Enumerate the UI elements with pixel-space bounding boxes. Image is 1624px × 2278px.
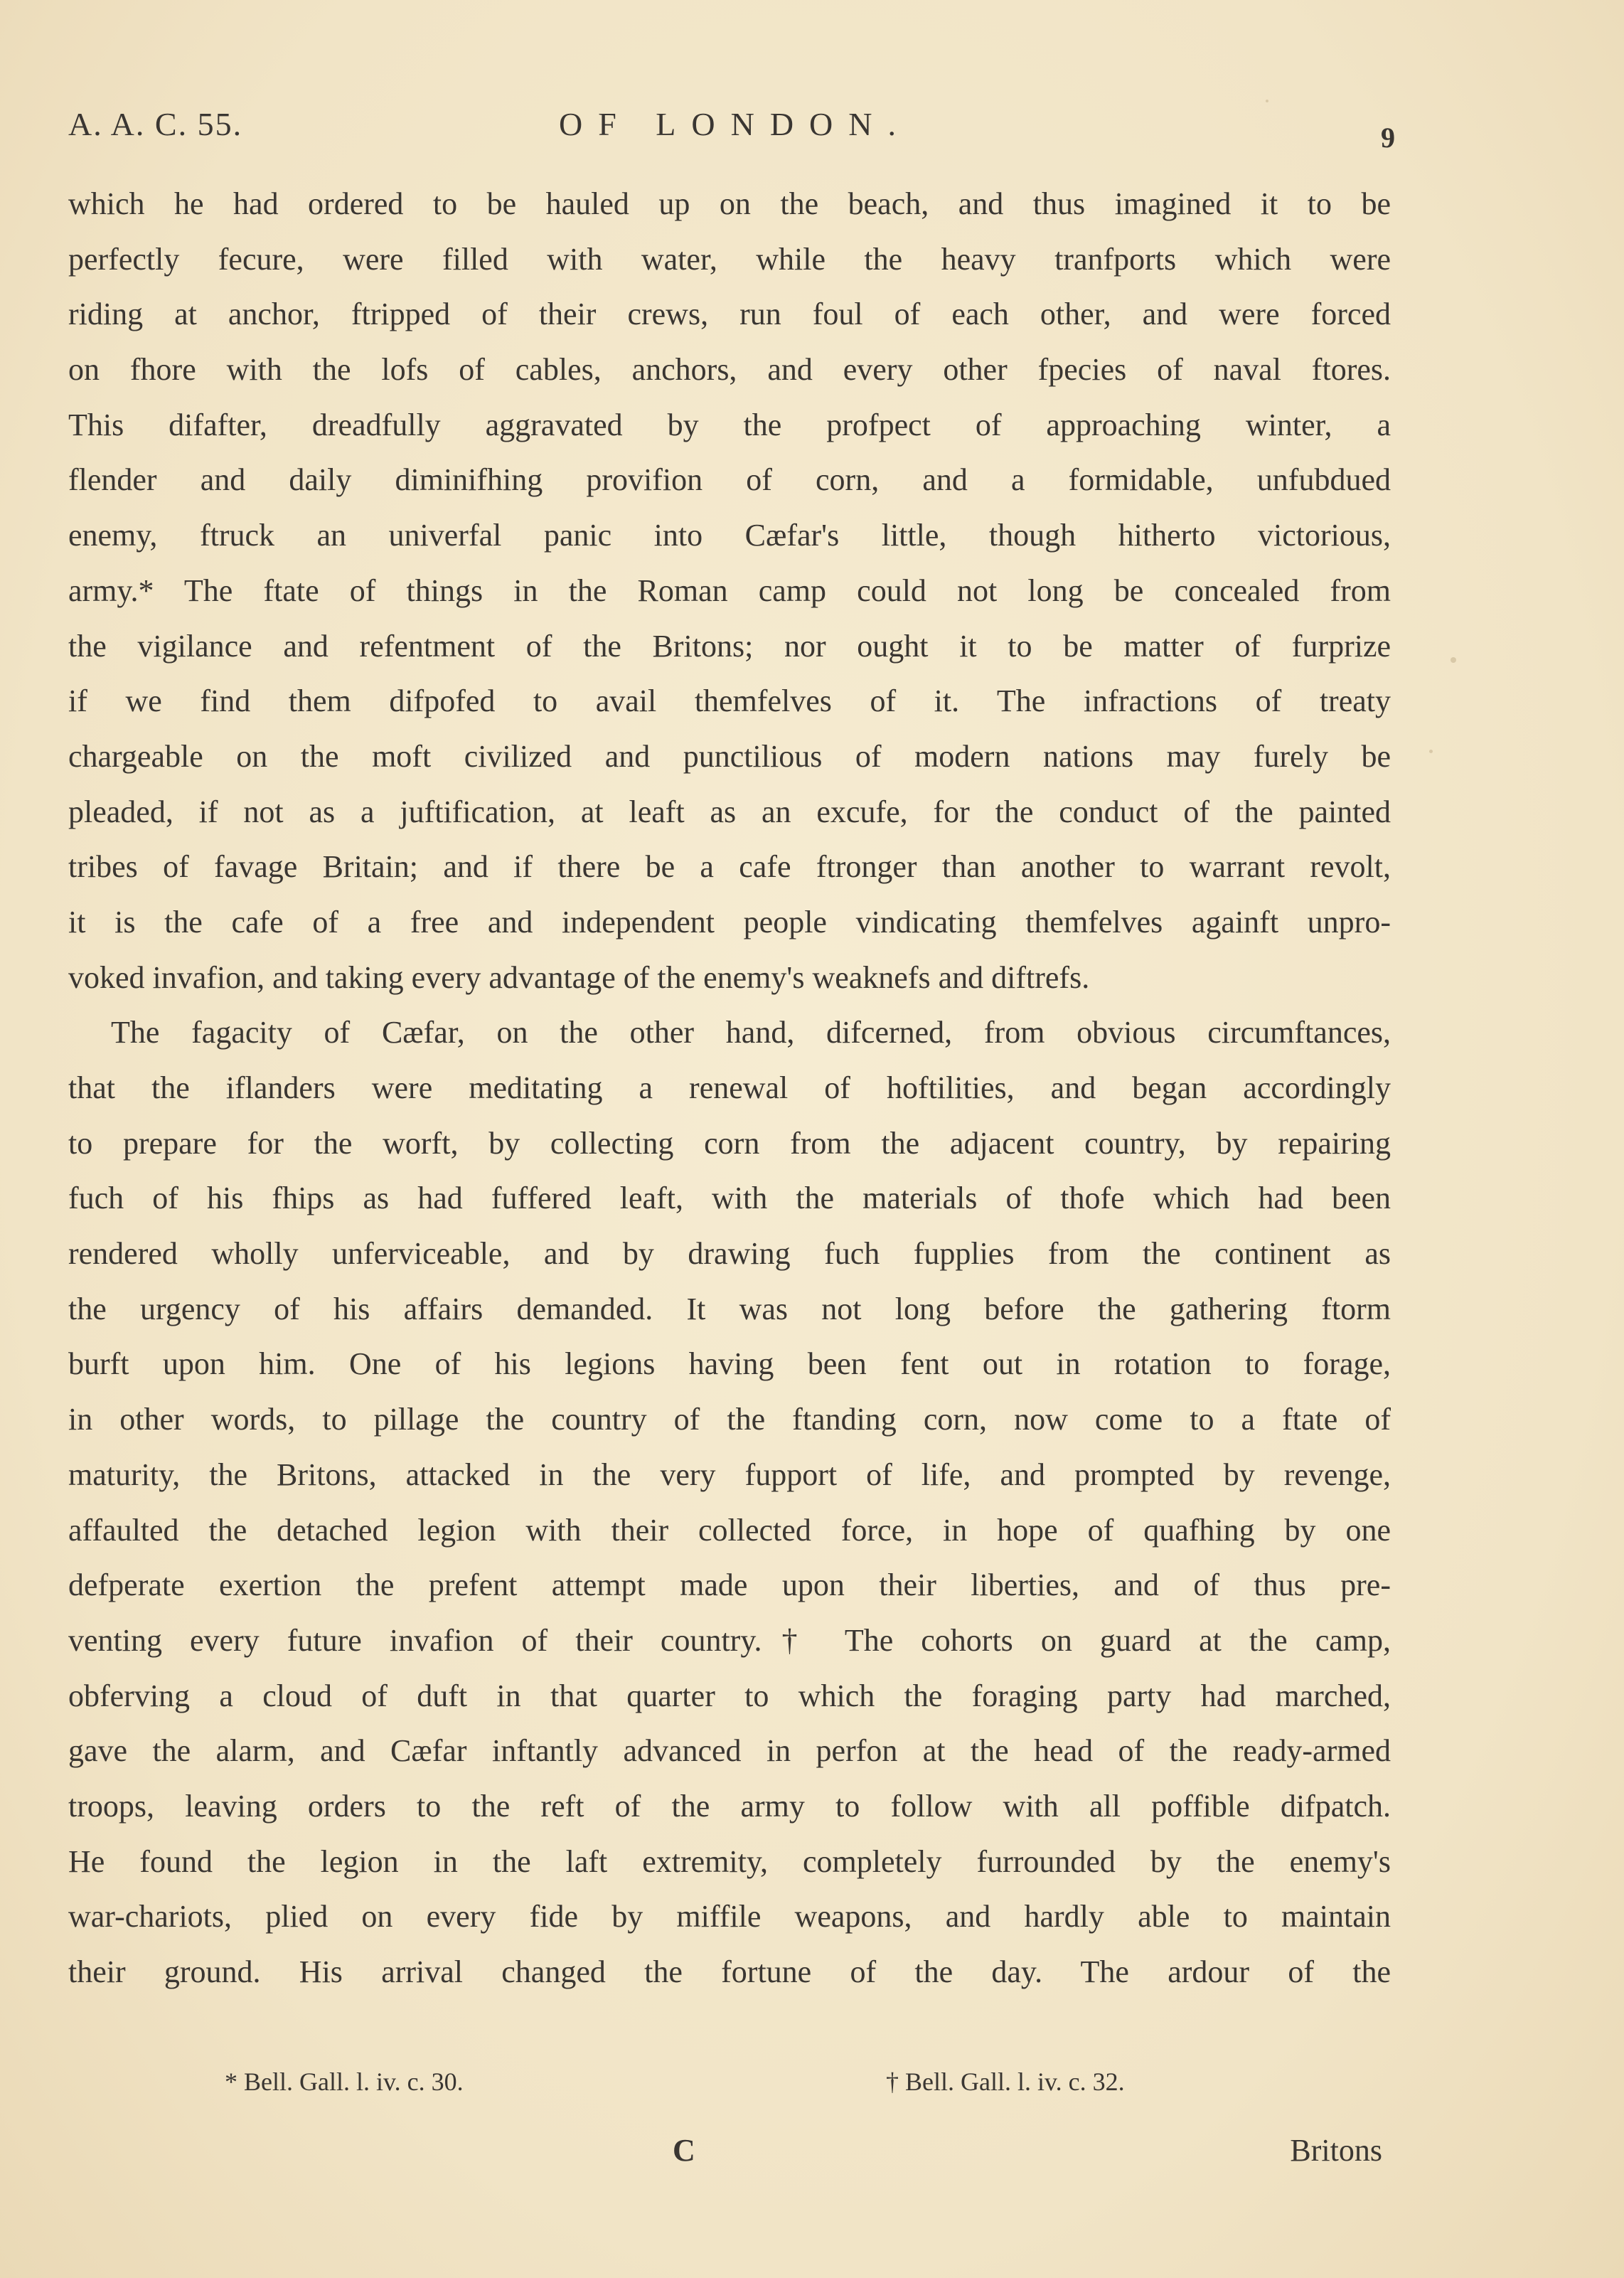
text-line: chargeable on the moft civilized and punctilious of modern nations may furely be — [68, 738, 1391, 774]
footnote-asterisk: * Bell. Gall. l. iv. c. 30. — [225, 2067, 464, 2096]
body-text — [68, 176, 1391, 2000]
text-line: troops, leaving orders to the reft of the army to follow with all poffible difpatch. — [68, 1788, 1391, 1824]
text-line: that the iflanders were meditating a renewal of hoftilities, and began accordingly — [68, 1070, 1391, 1105]
text-line: pleaded, if not as a juftification, at leaft as an excufe, for the conduct of the painted — [68, 794, 1391, 829]
text-line: the vigilance and refentment of the Britons; nor ought it to be matter of furprize — [68, 628, 1391, 664]
footnote-dagger: † Bell. Gall. l. iv. c. 32. — [886, 2067, 1125, 2096]
text-line: if we find them difpofed to avail themfelves of it. The infractions of treaty — [68, 683, 1391, 719]
text-line: it is the cafe of a free and independent people vindicating themfelves againft unpro- — [68, 904, 1391, 940]
text-line: enemy, ftruck an univerfal panic into Cæfar's little, though hitherto victorious, — [68, 518, 1391, 553]
text-line: to prepare for the worft, by collecting corn from the adjacent country, by repairing — [68, 1125, 1391, 1161]
page-number: 9 — [1381, 122, 1396, 154]
text-line: army.* The ftate of things in the Roman camp could not long be concealed from — [68, 573, 1391, 608]
text-line: defperate exertion the prefent attempt made upon their liberties, and of thus pre- — [68, 1568, 1391, 1603]
text-line: burft upon him. One of his legions having been fent out in rotation to forage, — [68, 1346, 1391, 1382]
text-line: voked invafion, and taking every advantage of the enemy's weaknefs and diftrefs. — [68, 959, 1090, 995]
text-line: in other words, to pillage the country of the ftanding corn, now come to a ftate of — [68, 1402, 1391, 1437]
text-line: maturity, the Britons, attacked in the very fupport of life, and prompted by revenge, — [68, 1457, 1391, 1492]
text-line: war-chariots, plied on every fide by miffile weapons, and hardly able to maintain — [68, 1899, 1391, 1934]
text-line: fuch of his fhips as had fuffered leaft, with the materials of thofe which had been — [68, 1181, 1391, 1216]
text-line: rendered wholly unferviceable, and by drawing fuch fupplies from the continent as — [68, 1236, 1391, 1272]
text-line: which he had ordered to be hauled up on the beach, and thus imagined it to be — [68, 186, 1391, 221]
text-line: affaulted the detached legion with their collected force, in hope of quafhing by one — [68, 1512, 1391, 1548]
text-line: their ground. His arrival changed the fortune of the day. The ardour of the — [68, 1954, 1391, 1989]
paper-speck — [1266, 100, 1268, 102]
text-line: The fagacity of Cæfar, on the other hand, difcerned, from obvious circumftances, — [111, 1015, 1391, 1050]
running-head-title: OF LONDON. — [559, 106, 912, 142]
catchword: Britons — [1290, 2133, 1382, 2168]
footnotes — [68, 2067, 1391, 2109]
text-line: gave the alarm, and Cæfar inftantly advanced in perfon at the head of the ready-armed — [68, 1733, 1391, 1769]
text-line: flender and daily diminifhing provifion of corn, and a formidable, unfubdued — [68, 462, 1391, 498]
text-line: He found the legion in the laft extremity, completely furrounded by the enemy's — [68, 1843, 1391, 1879]
paper-speck — [1451, 657, 1456, 663]
text-line: venting every future invafion of their country.† The cohorts on guard at the camp, — [68, 1622, 1391, 1658]
text-line: on fhore with the lofs of cables, anchors, and every other fpecies of naval ftores. — [68, 352, 1391, 388]
text-line: the urgency of his affairs demanded. It was not long before the gathering ftorm — [68, 1291, 1391, 1326]
paper-speck — [1429, 750, 1433, 753]
text-line: riding at anchor, ftripped of their crews, run foul of each other, and were forced — [68, 297, 1391, 332]
running-head-year: A. A. C. 55. — [68, 106, 243, 142]
signature-mark: C — [673, 2133, 695, 2168]
text-line: perfectly fecure, were filled with water, while the heavy tranfports which were — [68, 241, 1391, 277]
text-line: tribes of favage Britain; and if there be a cafe ftronger than another to warrant revolt, — [68, 849, 1391, 885]
text-line: This difafter, dreadfully aggravated by the profpect of approaching winter, a — [68, 407, 1391, 442]
running-head — [68, 105, 1396, 155]
text-line: obferving a cloud of duft in that quarter to which the foraging party had marched, — [68, 1678, 1391, 1713]
